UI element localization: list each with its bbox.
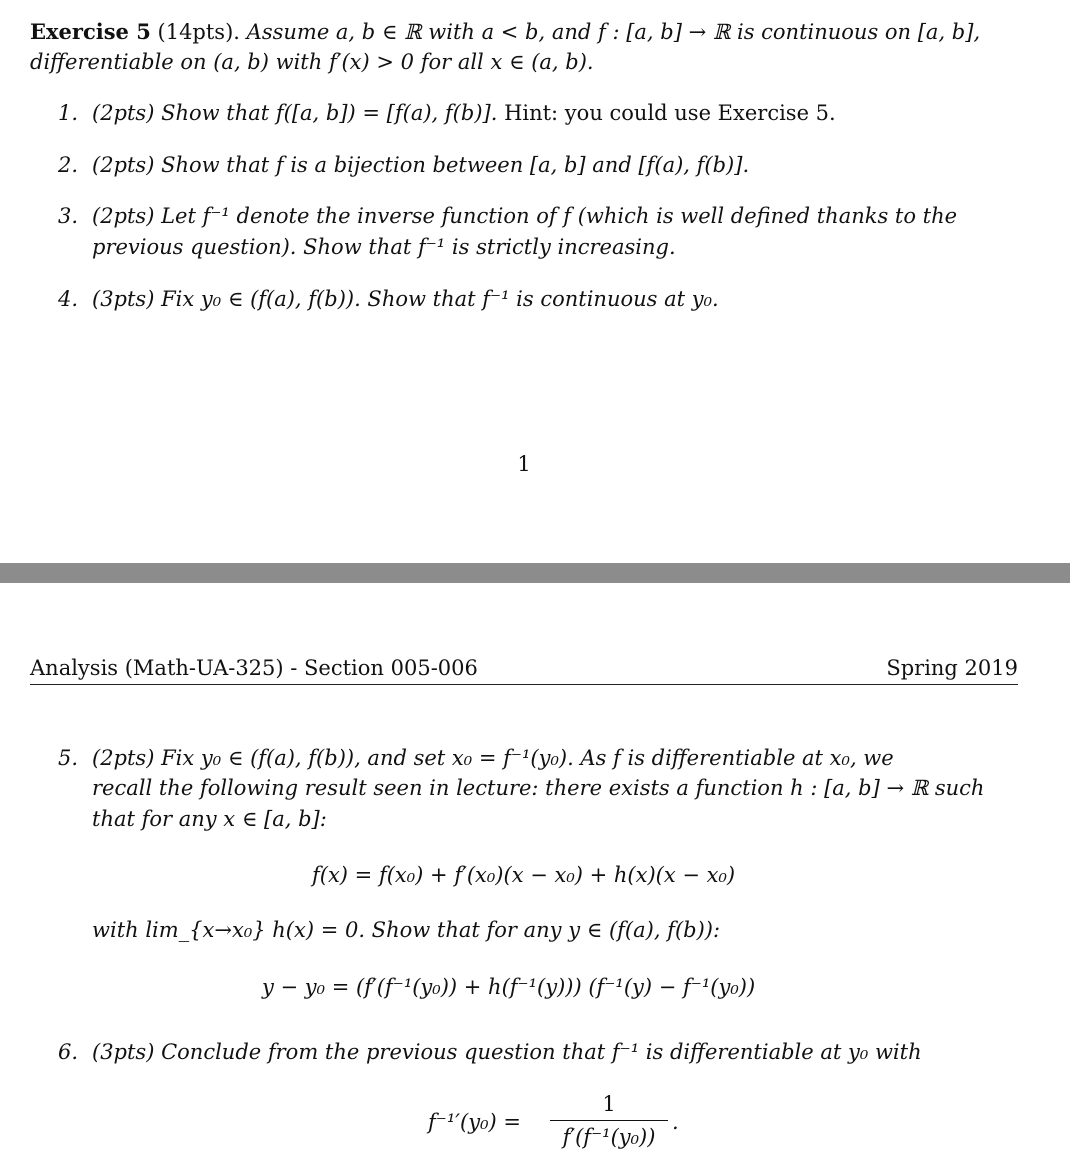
page-number: 1 [517, 452, 531, 476]
question-3-text-line-2: previous question). Show that f⁻¹ is strictly increasing. [92, 235, 676, 259]
question-number: 2. [58, 153, 79, 177]
question-2-text: (2pts) Show that f is a bijection between [a, b] and [f(a), f(b)]. [92, 153, 750, 177]
question-1 [58, 99, 836, 127]
exercise-title: Exercise 5 [30, 19, 151, 44]
page-1 [0, 0, 1070, 563]
fraction-numerator: 1 [602, 1092, 616, 1116]
formula-period: . [672, 1110, 679, 1134]
question-6-text: (3pts) Conclude from the previous question that f⁻¹ is differentiable at y₀ with [92, 1040, 922, 1064]
exercise-intro-line-1: Assume a, b ∈ ℝ with a < b, and f : [a, b] → ℝ is continuous on [a, b], [246, 20, 981, 44]
course-title: Analysis (Math-UA-325) - Section 005-006 [30, 656, 478, 680]
question-6 [58, 1038, 922, 1066]
running-header [30, 654, 1018, 685]
fraction-denominator: f′(f⁻¹(y₀)) [562, 1125, 656, 1149]
limit-condition-line: with lim_{x→x₀} h(x) = 0. Show that for any y ∈ (f(a), f(b)): [92, 918, 721, 942]
question-2 [58, 151, 749, 179]
question-1-text: (2pts) Show that f([a, b]) = [f(a), f(b)]. [92, 101, 498, 125]
question-number: 5. [58, 746, 79, 770]
question-3-text-line-1: (2pts) Let f⁻¹ denote the inverse function of f (which is well defined thanks to the [92, 204, 958, 228]
question-5-text-line-2: recall the following result seen in lecture: there exists a function h : [a, b] → ℝ such [92, 776, 985, 800]
question-5-text-line-3: that for any x ∈ [a, b]: [92, 807, 327, 831]
fraction-bar [550, 1120, 668, 1121]
semester: Spring 2019 [886, 656, 1018, 680]
difference-equation: y − y₀ = (f′(f⁻¹(y₀)) + h(f⁻¹(y))) (f⁻¹(y) − f⁻¹(y₀)) [262, 975, 756, 999]
question-number: 6. [58, 1040, 79, 1064]
page-separator [0, 563, 1070, 583]
formula-lhs: f⁻¹′(y₀) = [428, 1110, 521, 1134]
question-number: 4. [58, 287, 79, 311]
question-number: 1. [58, 101, 79, 125]
question-5 [58, 744, 894, 772]
exercise-points: (14pts). [157, 20, 240, 44]
fraction [550, 1090, 668, 1151]
question-4-text: (3pts) Fix y₀ ∈ (f(a), f(b)). Show that f⁻¹ is continuous at y₀. [92, 287, 719, 311]
exercise-intro-line-2: differentiable on (a, b) with f′(x) > 0 for all x ∈ (a, b). [30, 50, 594, 74]
question-4 [58, 285, 719, 313]
question-3 [58, 202, 957, 230]
question-number: 3. [58, 204, 79, 228]
question-5-text-line-1: (2pts) Fix y₀ ∈ (f(a), f(b)), and set x₀ = f⁻¹(y₀). As f is differentiable at x₀, we [92, 746, 894, 770]
question-1-hint: Hint: you could use Exercise 5. [497, 101, 836, 125]
exercise-heading [30, 18, 980, 46]
taylor-equation: f(x) = f(x₀) + f′(x₀)(x − x₀) + h(x)(x − x₀) [312, 863, 736, 887]
